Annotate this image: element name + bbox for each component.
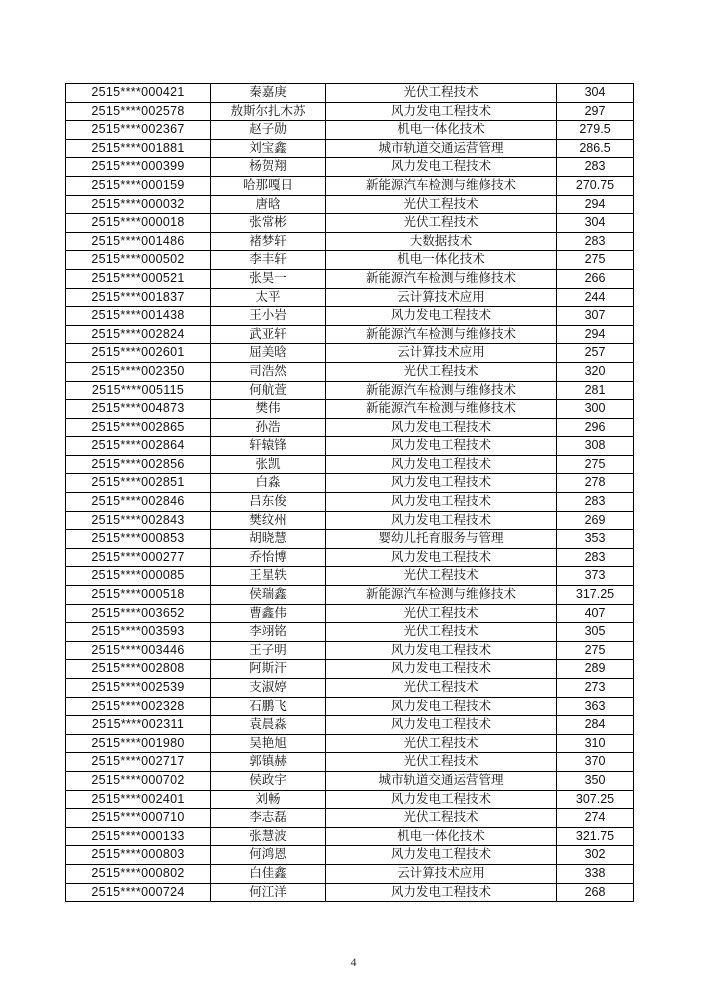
candidate-name-cell: 王星轶 xyxy=(211,567,326,586)
candidate-id-cell: 2515****001980 xyxy=(66,734,211,753)
candidate-name-cell: 石鹏飞 xyxy=(211,697,326,716)
score-cell: 338 xyxy=(557,864,634,883)
candidate-name-cell: 何江洋 xyxy=(211,883,326,902)
table-row xyxy=(66,325,634,344)
major-cell: 光伏工程技术 xyxy=(326,214,557,233)
candidate-id-cell: 2515****002851 xyxy=(66,474,211,493)
major-cell: 新能源汽车检测与维修技术 xyxy=(326,400,557,419)
table-row xyxy=(66,586,634,605)
candidate-id-cell: 2515****002717 xyxy=(66,753,211,772)
major-cell: 城市轨道交通运营管理 xyxy=(326,771,557,790)
score-cell: 278 xyxy=(557,474,634,493)
table-row xyxy=(66,121,634,140)
candidate-name-cell: 袁晨淼 xyxy=(211,716,326,735)
major-cell: 云计算技术应用 xyxy=(326,344,557,363)
table-row xyxy=(66,158,634,177)
major-cell: 风力发电工程技术 xyxy=(326,474,557,493)
candidate-id-cell: 2515****000032 xyxy=(66,195,211,214)
score-cell: 353 xyxy=(557,530,634,549)
candidate-name-cell: 李志磊 xyxy=(211,809,326,828)
candidate-id-cell: 2515****000702 xyxy=(66,771,211,790)
table-row xyxy=(66,771,634,790)
candidate-name-cell: 武亚轩 xyxy=(211,325,326,344)
score-cell: 407 xyxy=(557,604,634,623)
major-cell: 新能源汽车检测与维修技术 xyxy=(326,269,557,288)
table-row xyxy=(66,864,634,883)
candidate-id-cell: 2515****000710 xyxy=(66,809,211,828)
score-cell: 275 xyxy=(557,455,634,474)
score-cell: 307.25 xyxy=(557,790,634,809)
table-row xyxy=(66,437,634,456)
candidate-id-cell: 2515****001486 xyxy=(66,232,211,251)
candidate-id-cell: 2515****002865 xyxy=(66,418,211,437)
table-row xyxy=(66,455,634,474)
candidate-id-cell: 2515****002350 xyxy=(66,362,211,381)
major-cell: 光伏工程技术 xyxy=(326,362,557,381)
table-row xyxy=(66,195,634,214)
score-cell: 304 xyxy=(557,84,634,103)
score-cell: 266 xyxy=(557,269,634,288)
score-cell: 286.5 xyxy=(557,139,634,158)
candidate-name-cell: 屈美晗 xyxy=(211,344,326,363)
candidate-name-cell: 刘宝鑫 xyxy=(211,139,326,158)
candidate-name-cell: 太平 xyxy=(211,288,326,307)
major-cell: 风力发电工程技术 xyxy=(326,641,557,660)
table-row xyxy=(66,734,634,753)
candidate-name-cell: 王小岩 xyxy=(211,307,326,326)
major-cell: 光伏工程技术 xyxy=(326,604,557,623)
score-cell: 244 xyxy=(557,288,634,307)
candidate-id-cell: 2515****003446 xyxy=(66,641,211,660)
candidate-name-cell: 支淑婷 xyxy=(211,679,326,698)
candidate-id-cell: 2515****000421 xyxy=(66,84,211,103)
major-cell: 风力发电工程技术 xyxy=(326,883,557,902)
score-cell: 273 xyxy=(557,679,634,698)
score-cell: 268 xyxy=(557,883,634,902)
major-cell: 风力发电工程技术 xyxy=(326,493,557,512)
table-row xyxy=(66,381,634,400)
major-cell: 光伏工程技术 xyxy=(326,195,557,214)
major-cell: 风力发电工程技术 xyxy=(326,158,557,177)
candidate-name-cell: 孙浩 xyxy=(211,418,326,437)
major-cell: 光伏工程技术 xyxy=(326,734,557,753)
major-cell: 婴幼儿托育服务与管理 xyxy=(326,530,557,549)
candidate-name-cell: 褚梦轩 xyxy=(211,232,326,251)
score-cell: 373 xyxy=(557,567,634,586)
candidate-name-cell: 侯政宇 xyxy=(211,771,326,790)
candidate-id-cell: 2515****005115 xyxy=(66,381,211,400)
score-cell: 283 xyxy=(557,232,634,251)
score-cell: 363 xyxy=(557,697,634,716)
candidate-id-cell: 2515****003593 xyxy=(66,623,211,642)
table-row xyxy=(66,84,634,103)
candidate-name-cell: 樊伟 xyxy=(211,400,326,419)
candidate-name-cell: 樊纹州 xyxy=(211,511,326,530)
table-row xyxy=(66,623,634,642)
candidate-name-cell: 白淼 xyxy=(211,474,326,493)
table-row xyxy=(66,511,634,530)
score-cell: 283 xyxy=(557,493,634,512)
candidate-name-cell: 曹鑫伟 xyxy=(211,604,326,623)
candidate-id-cell: 2515****000159 xyxy=(66,176,211,195)
score-cell: 297 xyxy=(557,102,634,121)
major-cell: 机电一体化技术 xyxy=(326,251,557,270)
major-cell: 风力发电工程技术 xyxy=(326,307,557,326)
candidate-id-cell: 2515****000803 xyxy=(66,846,211,865)
score-cell: 296 xyxy=(557,418,634,437)
major-cell: 光伏工程技术 xyxy=(326,623,557,642)
table-row xyxy=(66,493,634,512)
candidate-name-cell: 李翊铭 xyxy=(211,623,326,642)
table-row xyxy=(66,753,634,772)
table-row xyxy=(66,604,634,623)
major-cell: 城市轨道交通运营管理 xyxy=(326,139,557,158)
major-cell: 新能源汽车检测与维修技术 xyxy=(326,381,557,400)
major-cell: 光伏工程技术 xyxy=(326,567,557,586)
table-row xyxy=(66,548,634,567)
page-number: 4 xyxy=(350,955,357,969)
candidate-name-cell: 何鸿恩 xyxy=(211,846,326,865)
major-cell: 风力发电工程技术 xyxy=(326,846,557,865)
major-cell: 光伏工程技术 xyxy=(326,84,557,103)
major-cell: 光伏工程技术 xyxy=(326,753,557,772)
candidate-id-cell: 2515****001881 xyxy=(66,139,211,158)
score-cell: 283 xyxy=(557,548,634,567)
major-cell: 新能源汽车检测与维修技术 xyxy=(326,176,557,195)
candidate-id-cell: 2515****001837 xyxy=(66,288,211,307)
table-row xyxy=(66,474,634,493)
candidate-name-cell: 阿斯汗 xyxy=(211,660,326,679)
candidate-name-cell: 张凯 xyxy=(211,455,326,474)
candidate-name-cell: 赵子勋 xyxy=(211,121,326,140)
score-cell: 275 xyxy=(557,251,634,270)
candidate-name-cell: 李丰轩 xyxy=(211,251,326,270)
candidate-id-cell: 2515****004873 xyxy=(66,400,211,419)
candidate-id-cell: 2515****000802 xyxy=(66,864,211,883)
table-row xyxy=(66,697,634,716)
candidate-name-cell: 吕东俊 xyxy=(211,493,326,512)
major-cell: 大数据技术 xyxy=(326,232,557,251)
candidate-name-cell: 张常彬 xyxy=(211,214,326,233)
results-table-body xyxy=(66,84,634,902)
major-cell: 新能源汽车检测与维修技术 xyxy=(326,325,557,344)
candidate-name-cell: 司浩然 xyxy=(211,362,326,381)
major-cell: 风力发电工程技术 xyxy=(326,790,557,809)
results-table xyxy=(65,83,634,902)
candidate-id-cell: 2515****002824 xyxy=(66,325,211,344)
candidate-id-cell: 2515****002367 xyxy=(66,121,211,140)
candidate-name-cell: 秦嘉庚 xyxy=(211,84,326,103)
major-cell: 风力发电工程技术 xyxy=(326,102,557,121)
table-row xyxy=(66,790,634,809)
major-cell: 风力发电工程技术 xyxy=(326,716,557,735)
major-cell: 新能源汽车检测与维修技术 xyxy=(326,586,557,605)
major-cell: 风力发电工程技术 xyxy=(326,418,557,437)
candidate-id-cell: 2515****000018 xyxy=(66,214,211,233)
table-row xyxy=(66,214,634,233)
candidate-id-cell: 2515****002311 xyxy=(66,716,211,735)
score-cell: 302 xyxy=(557,846,634,865)
candidate-name-cell: 哈那嘎日 xyxy=(211,176,326,195)
table-row xyxy=(66,660,634,679)
major-cell: 风力发电工程技术 xyxy=(326,437,557,456)
table-row xyxy=(66,567,634,586)
table-row xyxy=(66,641,634,660)
table-row xyxy=(66,827,634,846)
major-cell: 机电一体化技术 xyxy=(326,827,557,846)
major-cell: 风力发电工程技术 xyxy=(326,511,557,530)
candidate-id-cell: 2515****002856 xyxy=(66,455,211,474)
candidate-id-cell: 2515****000853 xyxy=(66,530,211,549)
candidate-name-cell: 刘畅 xyxy=(211,790,326,809)
table-row xyxy=(66,530,634,549)
candidate-id-cell: 2515****002401 xyxy=(66,790,211,809)
candidate-id-cell: 2515****001438 xyxy=(66,307,211,326)
candidate-id-cell: 2515****000399 xyxy=(66,158,211,177)
score-cell: 310 xyxy=(557,734,634,753)
table-row xyxy=(66,400,634,419)
score-cell: 370 xyxy=(557,753,634,772)
candidate-name-cell: 杨贺翔 xyxy=(211,158,326,177)
major-cell: 风力发电工程技术 xyxy=(326,455,557,474)
candidate-name-cell: 张慧波 xyxy=(211,827,326,846)
table-row xyxy=(66,176,634,195)
table-row xyxy=(66,716,634,735)
candidate-name-cell: 张昊一 xyxy=(211,269,326,288)
major-cell: 云计算技术应用 xyxy=(326,864,557,883)
table-row xyxy=(66,102,634,121)
major-cell: 云计算技术应用 xyxy=(326,288,557,307)
major-cell: 机电一体化技术 xyxy=(326,121,557,140)
major-cell: 光伏工程技术 xyxy=(326,679,557,698)
score-cell: 281 xyxy=(557,381,634,400)
candidate-id-cell: 2515****002808 xyxy=(66,660,211,679)
candidate-id-cell: 2515****000502 xyxy=(66,251,211,270)
table-row xyxy=(66,269,634,288)
major-cell: 风力发电工程技术 xyxy=(326,548,557,567)
candidate-id-cell: 2515****000277 xyxy=(66,548,211,567)
candidate-name-cell: 王子明 xyxy=(211,641,326,660)
candidate-name-cell: 白佳鑫 xyxy=(211,864,326,883)
major-cell: 光伏工程技术 xyxy=(326,809,557,828)
score-cell: 289 xyxy=(557,660,634,679)
table-row xyxy=(66,232,634,251)
score-cell: 279.5 xyxy=(557,121,634,140)
table-row xyxy=(66,344,634,363)
candidate-id-cell: 2515****002843 xyxy=(66,511,211,530)
candidate-id-cell: 2515****002846 xyxy=(66,493,211,512)
score-cell: 304 xyxy=(557,214,634,233)
table-row xyxy=(66,307,634,326)
candidate-name-cell: 轩辕锋 xyxy=(211,437,326,456)
candidate-id-cell: 2515****000133 xyxy=(66,827,211,846)
candidate-name-cell: 郭镇赫 xyxy=(211,753,326,772)
table-row xyxy=(66,846,634,865)
candidate-id-cell: 2515****000518 xyxy=(66,586,211,605)
table-row xyxy=(66,679,634,698)
table-row xyxy=(66,288,634,307)
candidate-name-cell: 胡晓慧 xyxy=(211,530,326,549)
candidate-name-cell: 何航萱 xyxy=(211,381,326,400)
major-cell: 风力发电工程技术 xyxy=(326,660,557,679)
table-row xyxy=(66,883,634,902)
table-row xyxy=(66,418,634,437)
score-cell: 350 xyxy=(557,771,634,790)
candidate-id-cell: 2515****002539 xyxy=(66,679,211,698)
score-cell: 320 xyxy=(557,362,634,381)
candidate-name-cell: 唐晗 xyxy=(211,195,326,214)
score-cell: 270.75 xyxy=(557,176,634,195)
score-cell: 317.25 xyxy=(557,586,634,605)
candidate-id-cell: 2515****002578 xyxy=(66,102,211,121)
score-cell: 274 xyxy=(557,809,634,828)
score-cell: 284 xyxy=(557,716,634,735)
candidate-id-cell: 2515****000085 xyxy=(66,567,211,586)
candidate-name-cell: 敖斯尔扎木苏 xyxy=(211,102,326,121)
score-cell: 283 xyxy=(557,158,634,177)
candidate-name-cell: 乔怡博 xyxy=(211,548,326,567)
score-cell: 300 xyxy=(557,400,634,419)
score-cell: 294 xyxy=(557,325,634,344)
candidate-id-cell: 2515****002328 xyxy=(66,697,211,716)
score-cell: 257 xyxy=(557,344,634,363)
table-row xyxy=(66,251,634,270)
candidate-name-cell: 吴艳旭 xyxy=(211,734,326,753)
score-cell: 321.75 xyxy=(557,827,634,846)
candidate-id-cell: 2515****002864 xyxy=(66,437,211,456)
score-cell: 305 xyxy=(557,623,634,642)
score-cell: 294 xyxy=(557,195,634,214)
candidate-id-cell: 2515****000521 xyxy=(66,269,211,288)
major-cell: 风力发电工程技术 xyxy=(326,697,557,716)
score-cell: 307 xyxy=(557,307,634,326)
candidate-name-cell: 侯瑞鑫 xyxy=(211,586,326,605)
candidate-id-cell: 2515****000724 xyxy=(66,883,211,902)
table-row xyxy=(66,362,634,381)
score-cell: 269 xyxy=(557,511,634,530)
table-row xyxy=(66,809,634,828)
table-row xyxy=(66,139,634,158)
score-cell: 308 xyxy=(557,437,634,456)
candidate-id-cell: 2515****003652 xyxy=(66,604,211,623)
candidate-id-cell: 2515****002601 xyxy=(66,344,211,363)
score-cell: 275 xyxy=(557,641,634,660)
